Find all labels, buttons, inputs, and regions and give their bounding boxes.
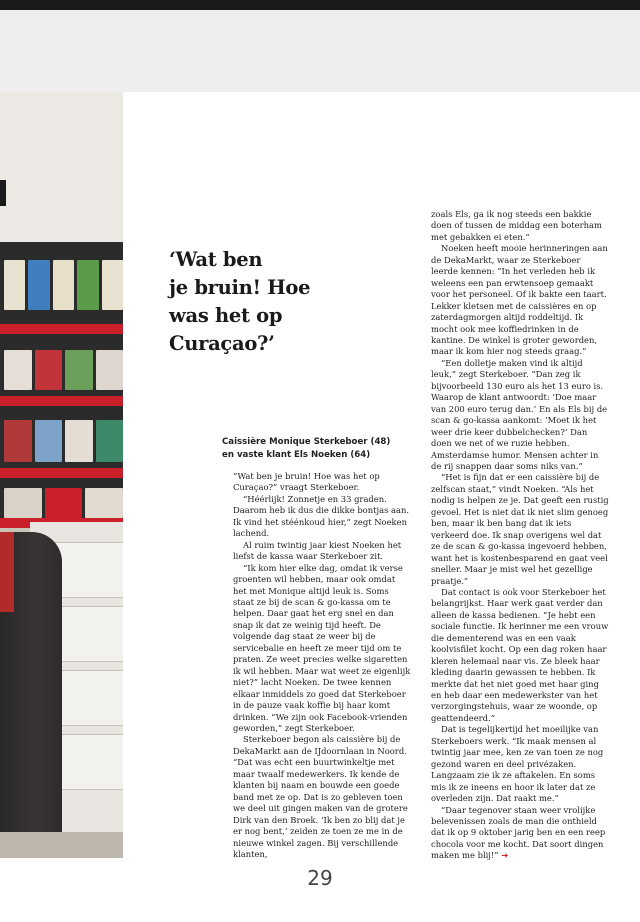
- byline-line: en vaste klant Els Noeken (64): [222, 449, 371, 460]
- photo-shelf-edge: [0, 396, 123, 406]
- paragraph: zoals Els, ga ik nog steeds een bakkie doen of tussen de middag een boterham met gebakken ei eten.”: [431, 209, 602, 242]
- paragraph: “Ik kom hier elke dag, omdat ik verse groenten wil hebben, maar ook omdat het met Monique altijd leuk is. Soms staat ze bij de scan & go-kassa om te helpen. Daar gaat het erg snel en dan snap ik dat ze weinig tijd heeft. De volgende dag staat ze weer bij de servicebalie en heeft ze meer tijd om te praten. Ze weet precies welke sigaretten ik wil hebben. Maar wat weet ze eigenlijk niet?” lacht Noeken. De twee kennen elkaar inmiddels zo goed dat Sterkeboer in de pauze vaak koffie bij haar komt drinken. “We zijn ook Facebook-vrienden geworden,” zegt Sterkeboer.: [233, 562, 411, 733]
- paragraph-text: “Daar tegenover staan weer vrolijke belevenissen zoals de man die onthield dat ik op 9 oktober jarig ben en een reep chocola voor me kocht. Dat soort dingen maken me blij!”: [431, 804, 606, 861]
- paragraph: Al ruim twintig jaar kiest Noeken het liefst de kassa waar Sterkeboer zit.: [233, 539, 402, 562]
- paragraph: Dat contact is ook voor Sterkeboer het belangrijkst. Haar werk gaat verder dan alleen de kassa bedienen. “Je hebt een sociale functie. Ik herinner me een vrouw die dementerend was en een vaak koolvisfilet kocht. Op een dag roken haar kleren helemaal naar vis. Ze bleek haar kleding daarin gewassen te hebben. Ik merkte dat het niet goed met haar ging en heb daar een medewerkster van het verzorgingstehuis, waar ze woonde, op geattendeerd.”: [431, 586, 609, 723]
- headline-line: ‘Wat ben: [169, 248, 263, 271]
- store-photo: [0, 92, 123, 858]
- photo-wall: [0, 92, 123, 252]
- paragraph: Dat is tegelijkertijd het moeilijke van Sterkeboers werk. “Ik maak mensen al twintig jaar mee, ken ze van toen ze nog gezond waren en deel privézaken. Langzaam zie ik ze aftakelen. En soms mis ik ze ineens en hoor ik later dat ze overleden zijn. Dat raakt me.”: [431, 724, 604, 804]
- photo-sign: [0, 180, 6, 206]
- end-arrow-icon: ➔: [501, 850, 509, 861]
- photo-person-accent: [0, 532, 14, 612]
- headline-line: je bruin! Hoe: [169, 276, 311, 299]
- text-column-left: [233, 471, 411, 860]
- paragraph: [431, 805, 609, 862]
- photo-shelf: [0, 334, 123, 404]
- photo-shelf: [0, 242, 123, 332]
- headline-line: was het op: [169, 304, 283, 327]
- photo-shelf: [0, 406, 123, 476]
- status-bar: [0, 0, 640, 10]
- paragraph: “Een dolletje maken vind ik altijd leuk,” zegt Sterkeboer. “Dan zeg ik bijvoorbeeld 130 euro als het 13 euro is. Waarop de klant antwoordt: ‘Doe maar van 200 euro terug dan.’ En als Els bij de scan & go-kassa aankomt: ‘Moet ik het weer drie keer dubbelchecken?’ Dan doen we net of we ruzie hebben. Amsterdamse humor. Mensen achter in de rij snappen daar soms niks van.”: [431, 357, 608, 471]
- photo-shelf-edge: [0, 468, 123, 478]
- byline-line: Caissière Monique Sterkeboer (48): [222, 437, 391, 447]
- paragraph: “Wat ben je bruin! Hoe was het op Curaçao?” vraagt Sterkeboer.: [233, 471, 380, 493]
- paragraph: Sterkeboer begon als caissière bij de DekaMarkt aan de IJdoornlaan in Noord. “Dat was echt een buurtwinkeltje met maar twaalf medewerkers. Ik kende de klanten bij naam en bouwde een goede band met ze op. Dat is zo gebleven toen we deel uit gingen maken van de grotere Dirk van den Broek. ‘Ik ben zo blij dat je er nog bent,’ zeiden ze toen ze me in de nieuwe winkel zagen. Bij verschillende klanten,: [233, 734, 408, 859]
- paragraph: “Het is fijn dat er een caissière bij de zelfscan staat,” vindt Noeken. “Als het nodig is helpen ze je. Dat geeft een rustig gevoel. Het is niet dat ik niet slim genoeg ben, maar ik ben bang dat ik iets verkeerd doe. Ik snap overigens wel dat ze de scan & go-kassa ingevoerd hebben, want het is kostenbesparend en gaat veel sneller. Maar je mist wel het gezellige praatje.”: [431, 472, 609, 586]
- photo-shelf-edge: [0, 324, 123, 334]
- photo-counter: [0, 832, 123, 858]
- article-byline: [222, 436, 402, 461]
- article-headline: [169, 246, 319, 358]
- text-column-right: [431, 209, 609, 862]
- headline-line: Curaçao?’: [169, 332, 275, 355]
- page-number: 29: [307, 866, 333, 890]
- paragraph: Noeken heeft mooie herinneringen aan de DekaMarkt, waar ze Sterkeboer leerde kennen: “In het verleden heb ik weleens een pan erwtensoep gemaakt voor het personeel. Of ik bakte een taart. Lekker kletsen met de caissières en op zaterdagmorgen altijd roddeltijd. Ik mocht ook mee koffiedrinken in de kantine. De winkel is groter geworden, maar ik kom hier nog steeds graag.”: [431, 243, 608, 357]
- paragraph: “Héérlijk! Zonnetje en 33 graden. Daarom heb ik dus die dikke bontjas aan. Ik vind het stéénkoud hier,” zegt Noeken lachend.: [233, 493, 410, 539]
